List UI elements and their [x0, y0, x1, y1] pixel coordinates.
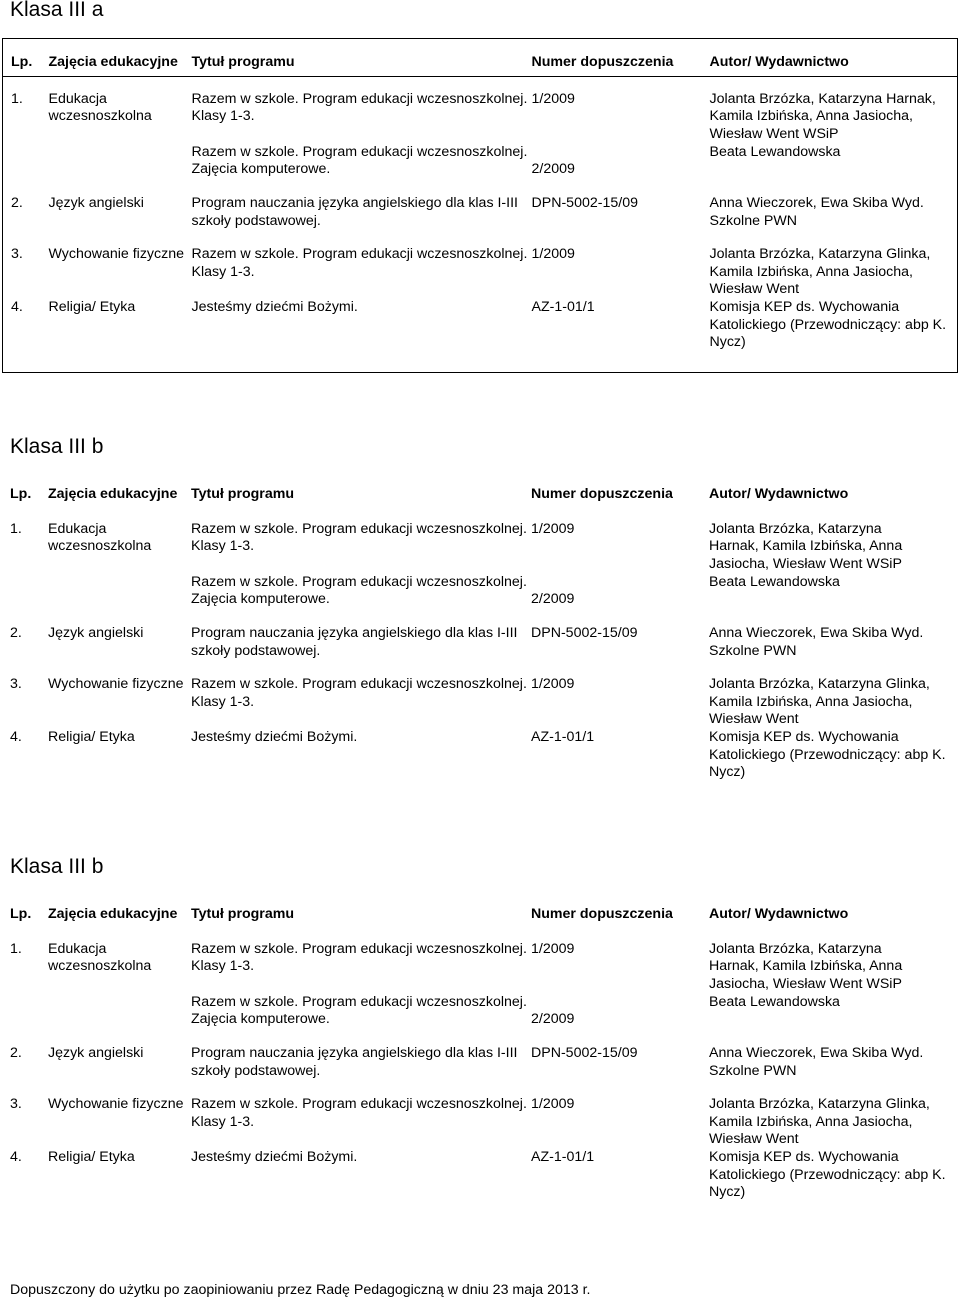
header-zajecia: Zajęcia edukacyjne	[48, 486, 178, 502]
program-title: Razem w szkole. Program edukacji wczesnoszkolnej. Klasy 1-3.	[191, 90, 528, 125]
header-lp: Lp.	[11, 54, 33, 70]
table-row	[2, 1149, 958, 1202]
cell-lp: 2.	[10, 1044, 22, 1061]
header-zajecia: Zajęcia edukacyjne	[48, 906, 178, 922]
cell-zajecia: Edukacja wczesnoszkolna	[48, 940, 152, 975]
table-header-row	[2, 893, 958, 927]
cell-lp: 3.	[11, 246, 23, 263]
cell-numer	[532, 76, 710, 195]
cell-autor	[709, 927, 958, 1045]
cell-numer: AZ-1-01/1	[531, 728, 595, 745]
cell-autor: Jolanta Brzózka, Katarzyna Glinka, Kamila Izbińska, Anna Jasiocha, Wiesław Went	[709, 676, 930, 728]
table-row	[3, 299, 958, 372]
cell-numer: 1/2009	[531, 1096, 575, 1113]
program-title: Razem w szkole. Program edukacji wczesnoszkolnej. Klasy 1-3.	[191, 940, 527, 975]
cell-tytul	[192, 76, 532, 195]
table-row	[2, 507, 958, 625]
cell-zajecia: Wychowanie fizyczne	[48, 676, 184, 693]
cell-autor: Anna Wieczorek, Ewa Skiba Wyd. Szkolne PWN	[709, 194, 924, 229]
header-numer: Numer dopuszczenia	[531, 906, 673, 922]
header-tytul: Tytuł programu	[191, 54, 295, 70]
cell-lp: 4.	[10, 1148, 22, 1165]
program-table	[2, 893, 958, 1202]
program-table	[2, 38, 958, 373]
cell-numer: DPN-5002-15/09	[531, 624, 638, 641]
table-header-row	[3, 39, 958, 77]
cell-tytul	[191, 507, 531, 625]
approval-number: 2/2009	[531, 1011, 575, 1028]
author-publisher: Jolanta Brzózka, Katarzyna Harnak, Kamila Izbińska, Anna Jasiocha, Wiesław Went WSiP	[709, 940, 903, 992]
cell-numer: AZ-1-01/1	[531, 1148, 595, 1165]
section-title: Klasa III a	[10, 0, 104, 21]
program-title: Razem w szkole. Program edukacji wczesnoszkolnej. Klasy 1-3.	[191, 520, 527, 555]
program-title: Razem w szkole. Program edukacji wczesnoszkolnej. Zajęcia komputerowe.	[191, 143, 528, 178]
cell-autor: Jolanta Brzózka, Katarzyna Glinka, Kamila Izbińska, Anna Jasiocha, Wiesław Went	[709, 246, 931, 298]
cell-lp: 2.	[11, 194, 23, 211]
cell-autor	[709, 507, 958, 625]
cell-autor: Anna Wieczorek, Ewa Skiba Wyd. Szkolne PWN	[709, 624, 924, 659]
cell-tytul	[191, 927, 531, 1045]
cell-numer: DPN-5002-15/09	[531, 194, 638, 211]
table-row	[3, 76, 958, 195]
cell-lp: 1.	[10, 940, 22, 957]
cell-tytul: Jesteśmy dziećmi Bożymi.	[191, 728, 358, 745]
cell-numer: 1/2009	[531, 246, 575, 263]
cell-numer: AZ-1-01/1	[531, 298, 595, 315]
table-row	[2, 927, 958, 1045]
cell-autor: Anna Wieczorek, Ewa Skiba Wyd. Szkolne PWN	[709, 1044, 924, 1079]
cell-zajecia: Religia/ Etyka	[48, 1148, 135, 1165]
program-title: Razem w szkole. Program edukacji wczesnoszkolnej. Zajęcia komputerowe.	[191, 993, 527, 1028]
table-row	[3, 246, 958, 299]
program-table	[2, 473, 958, 782]
cell-lp: 2.	[10, 624, 22, 641]
cell-numer: 1/2009	[531, 676, 575, 693]
cell-lp: 4.	[11, 298, 23, 315]
cell-zajecia: Język angielski	[48, 1044, 144, 1061]
cell-zajecia: Język angielski	[48, 194, 144, 211]
header-autor: Autor/ Wydawnictwo	[709, 906, 849, 922]
header-tytul: Tytuł programu	[191, 906, 294, 922]
cell-zajecia: Wychowanie fizyczne	[48, 1096, 184, 1113]
approval-number: 1/2009	[531, 940, 575, 957]
table-row	[3, 195, 958, 246]
program-title: Razem w szkole. Program edukacji wczesnoszkolnej. Zajęcia komputerowe.	[191, 573, 527, 608]
cell-lp: 1.	[11, 90, 23, 107]
cell-autor: Komisja KEP ds. Wychowania Katolickiego (Przewodniczący: abp K. Nycz)	[709, 298, 947, 351]
table-header-row	[2, 473, 958, 507]
header-lp: Lp.	[10, 906, 32, 922]
cell-tytul: Razem w szkole. Program edukacji wczesnoszkolnej. Klasy 1-3.	[191, 676, 527, 710]
header-autor: Autor/ Wydawnictwo	[709, 486, 849, 502]
cell-tytul: Razem w szkole. Program edukacji wczesnoszkolnej. Klasy 1-3.	[191, 1096, 527, 1130]
cell-tytul: Jesteśmy dziećmi Bożymi.	[191, 1148, 358, 1165]
header-zajecia: Zajęcia edukacyjne	[48, 54, 178, 70]
header-lp: Lp.	[10, 486, 32, 502]
cell-numer: DPN-5002-15/09	[531, 1044, 638, 1061]
cell-tytul: Razem w szkole. Program edukacji wczesnoszkolnej. Klasy 1-3.	[191, 246, 528, 280]
author-publisher: Beata Lewandowska	[709, 574, 840, 591]
cell-tytul: Program nauczania języka angielskiego dla klas I-III szkoły podstawowej.	[191, 194, 518, 229]
header-numer: Numer dopuszczenia	[531, 54, 674, 70]
author-publisher: Beata Lewandowska	[709, 994, 840, 1011]
header-tytul: Tytuł programu	[191, 486, 294, 502]
author-publisher: Jolanta Brzózka, Katarzyna Harnak, Kamila Izbińska, Anna Jasiocha, Wiesław Went WSiP	[709, 90, 936, 142]
cell-tytul: Program nauczania języka angielskiego dla klas I-III szkoły podstawowej.	[191, 624, 518, 659]
cell-numer	[531, 927, 709, 1045]
cell-lp: 4.	[10, 728, 22, 745]
cell-zajecia: Edukacja wczesnoszkolna	[48, 520, 152, 555]
author-publisher: Beata Lewandowska	[709, 144, 841, 161]
cell-lp: 3.	[10, 676, 22, 693]
approval-number: 2/2009	[531, 591, 575, 608]
cell-autor	[710, 76, 958, 195]
table-row	[2, 1045, 958, 1096]
approval-number: 1/2009	[531, 520, 575, 537]
section-title: Klasa III b	[10, 855, 104, 878]
cell-zajecia: Edukacja wczesnoszkolna	[48, 90, 152, 125]
author-publisher: Jolanta Brzózka, Katarzyna Harnak, Kamila Izbińska, Anna Jasiocha, Wiesław Went WSiP	[709, 520, 903, 572]
table-row	[2, 625, 958, 676]
approval-number: 2/2009	[531, 161, 575, 178]
cell-zajecia: Religia/ Etyka	[48, 728, 135, 745]
section-title: Klasa III b	[10, 435, 104, 458]
table-row	[2, 729, 958, 782]
cell-zajecia: Wychowanie fizyczne	[48, 246, 184, 263]
cell-autor: Komisja KEP ds. Wychowania Katolickiego (Przewodniczący: abp K. Nycz)	[709, 728, 946, 781]
cell-numer	[531, 507, 709, 625]
header-autor: Autor/ Wydawnictwo	[709, 54, 849, 70]
approval-number: 1/2009	[531, 90, 575, 107]
cell-zajecia: Religia/ Etyka	[48, 298, 136, 315]
cell-autor: Jolanta Brzózka, Katarzyna Glinka, Kamila Izbińska, Anna Jasiocha, Wiesław Went	[709, 1096, 930, 1148]
cell-autor: Komisja KEP ds. Wychowania Katolickiego (Przewodniczący: abp K. Nycz)	[709, 1148, 946, 1201]
cell-lp: 3.	[10, 1096, 22, 1113]
header-numer: Numer dopuszczenia	[531, 486, 673, 502]
table-row	[2, 676, 958, 729]
cell-zajecia: Język angielski	[48, 624, 144, 641]
cell-tytul: Jesteśmy dziećmi Bożymi.	[191, 298, 358, 315]
cell-tytul: Program nauczania języka angielskiego dla klas I-III szkoły podstawowej.	[191, 1044, 518, 1079]
approval-footer: Dopuszczony do użytku po zaopiniowaniu przez Radę Pedagogiczną w dniu 23 maja 2013 r.	[10, 1282, 591, 1298]
table-row	[2, 1096, 958, 1149]
cell-lp: 1.	[10, 520, 22, 537]
